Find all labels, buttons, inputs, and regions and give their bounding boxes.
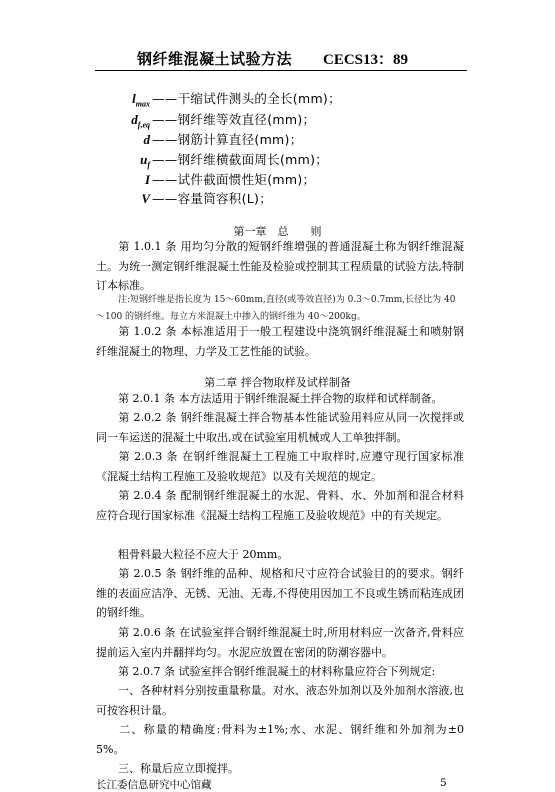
symbol-desc: ——容量筒容积(L)；	[152, 191, 273, 206]
symbol: $l_{max}$	[132, 91, 150, 109]
page-number: 5	[440, 777, 447, 789]
article-1-0-1: 第 1.0.1 条 用均匀分散的短钢纤维增强的普通混凝土称为钢纤维混凝土。为统一测定钢纤维混凝土性能及检验或控制其工程质量的试验方法,特制订本标准。	[96, 240, 464, 293]
symbol-row	[110, 89, 410, 109]
standard-code: CECS13：89	[323, 52, 409, 68]
symbol-desc: ——钢纤维横截面周长(mm)；	[152, 152, 329, 167]
symbol-row	[110, 150, 410, 170]
chapter-2-title: 第二章 拌合物取样及试样制备	[204, 376, 351, 389]
article-2-0-4: 第 2.0.4 条 配制钢纤维混凝土的水泥、骨料、水、外加剂和混合材料应符合现行国家标准《混凝土结构工程施工及验收规范》中的有关规定。	[96, 489, 464, 522]
symbol: V	[141, 191, 150, 206]
symbol-row	[110, 130, 410, 150]
page-header	[95, 46, 467, 70]
chapter-1-title: 第一章 总 则	[233, 225, 322, 238]
note: 注:短钢纤维是指长度为 15～60mm,直径(或等效直径)为 0.3～0.7mm,长径比为 40～100 的钢纤维。每立方米混凝土中掺入的钢纤维为 40～200kg。	[96, 295, 456, 322]
article-2-0-7: 第 2.0.7 条 试验室拌合钢纤维混凝土的材料称量应符合下列规定:	[118, 665, 436, 678]
list-item: 一、各种材料分别按重量称量。对水、液态外加剂以及外加剂水溶液,也可按容积计量。	[96, 684, 464, 717]
symbol-row	[110, 110, 410, 130]
symbol: $d_{f,eq}$	[131, 112, 150, 130]
article-2-0-5: 第 2.0.5 条 钢纤维的品种、规格和尺寸应符合试验目的的要求。钢纤维的表面应洁净、无锈、无油、无毒,不得使用因加工不良或生锈而粘连成团的钢纤维。	[96, 567, 464, 620]
symbol-row	[110, 170, 410, 190]
symbol-row	[110, 189, 410, 209]
symbol-desc: ——试件截面惯性矩(mm)；	[152, 172, 316, 187]
article-2-0-6: 第 2.0.6 条 在试验室拌合钢纤维混凝土时,所用材料应一次备齐,骨料应提前运入室内并翻拌均匀。水泥应放置在密闭的防潮容器中。	[96, 626, 464, 659]
footer-source: 长江委信息研究中心馆藏	[96, 779, 212, 791]
symbol-desc: ——干缩试件测头的全长(mm)；	[152, 91, 341, 106]
symbol: $u_f$	[140, 152, 150, 170]
symbol: d	[143, 132, 150, 147]
symbol-desc: ——钢纤维等效直径(mm)；	[152, 112, 316, 127]
article-2-0-1: 第 2.0.1 条 本方法适用于钢纤维混凝土拌合物的取样和试样制备。	[118, 392, 443, 405]
document-title: 钢纤维混凝土试验方法	[137, 50, 293, 68]
aggregate-size: 粗骨料最大粒径不应大于 20mm。	[118, 548, 289, 561]
article-2-0-2: 第 2.0.2 条 钢纤维混凝土拌合物基本性能试验用料应从同一次搅拌或同一车运送的混凝土中取出,或在试验室用机械或人工单独拌制。	[96, 411, 464, 444]
header-rule	[95, 70, 467, 71]
symbol: I	[144, 172, 150, 187]
list-item: 二、称量的精确度:骨料为±1%;水、水泥、钢纤维和外加剂为±0 5%。	[96, 723, 464, 756]
symbol-desc: ——钢筋计算直径(mm)；	[152, 132, 303, 147]
list-item: 三、称量后应立即搅拌。	[118, 762, 239, 775]
article-1-0-2: 第 1.0.2 条 本标准适用于一般工程建设中浇筑钢纤维混凝土和喷射钢纤维混凝土的物理、力学及工艺性能的试验。	[96, 325, 464, 358]
article-2-0-3: 第 2.0.3 条 在钢纤维混凝土工程施工中取样时,应遵守现行国家标准《混凝土结构工程施工及验收规范》以及有关规范的规定。	[96, 450, 464, 483]
